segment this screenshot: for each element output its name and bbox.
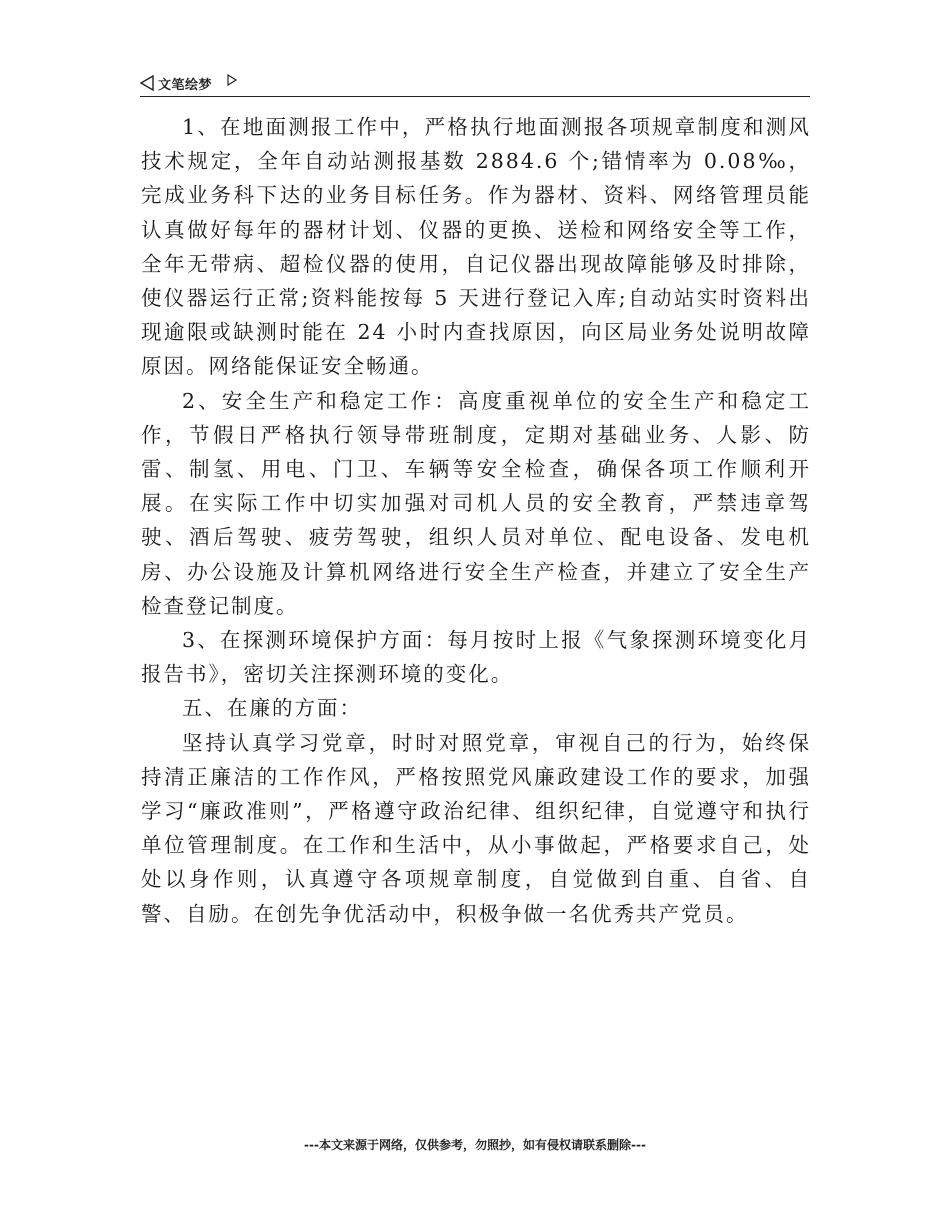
triangle-right-icon (227, 74, 237, 86)
paragraph-integrity: 坚持认真学习党章，时时对照党章，审视自己的行为，始终保持清正廉洁的工作作风，严格按照党风廉政建设工作的要求，加强学习“廉政准则”，严格遵守政治纪律、组织纪律，自觉遵守和执行单位管理制度。在工作和生活中，从小事做起，严格要求自己，处处以身作则，认真遵守各项规章制度，自觉做到自重、自省、自警、自励。在创先争优活动中，积极争做一名优秀共产党员。 (141, 730, 811, 926)
paragraph-ground-observation: 1、在地面测报工作中，严格执行地面测报各项规章制度和测风技术规定，全年自动站测报基数 2884.6 个;错情率为 0.08‰，完成业务科下达的业务目标任务。作为器材、资料、网络管理员能认真做好每年的器材计划、仪器的更换、送检和网络安全等工作，全年无带病、超检仪器的使用，自记仪器出现故障能够及时排除，使仪器运行正常;资料能按每 5 天进行登记入库;自动站实时资料出现逾限或缺测时能在 24 小时内查找原因，向区局业务处说明故障原因。网络能保证安全畅通。 (141, 115, 811, 379)
footer-disclaimer: ---本文来源于网络，仅供参考，勿照抄，如有侵权请联系删除--- (304, 1138, 646, 1152)
section-heading-integrity: 五、在廉的方面： (182, 696, 362, 721)
document-body (141, 110, 811, 931)
paragraph-environment-protection: 3、在探测环境保护方面：每月按时上报《气象探测环境变化月报告书》，密切关注探测环境的变化。 (141, 628, 811, 687)
triangle-left-icon (140, 75, 154, 91)
header-brand: 文笔绘梦 (158, 78, 213, 93)
paragraph-safety-production: 2、安全生产和稳定工作：高度重视单位的安全生产和稳定工作，节假日严格执行领导带班制度，定期对基础业务、人影、防雷、制氢、用电、门卫、车辆等安全检查，确保各项工作顺利开展。在实际工作中切实加强对司机人员的安全教育，严禁违章驾驶、酒后驾驶、疲劳驾驶，组织人员对单位、配电设备、发电机房、办公设施及计算机网络进行安全生产检查，并建立了安全生产检查登记制度。 (141, 388, 811, 618)
page-header (140, 72, 810, 97)
